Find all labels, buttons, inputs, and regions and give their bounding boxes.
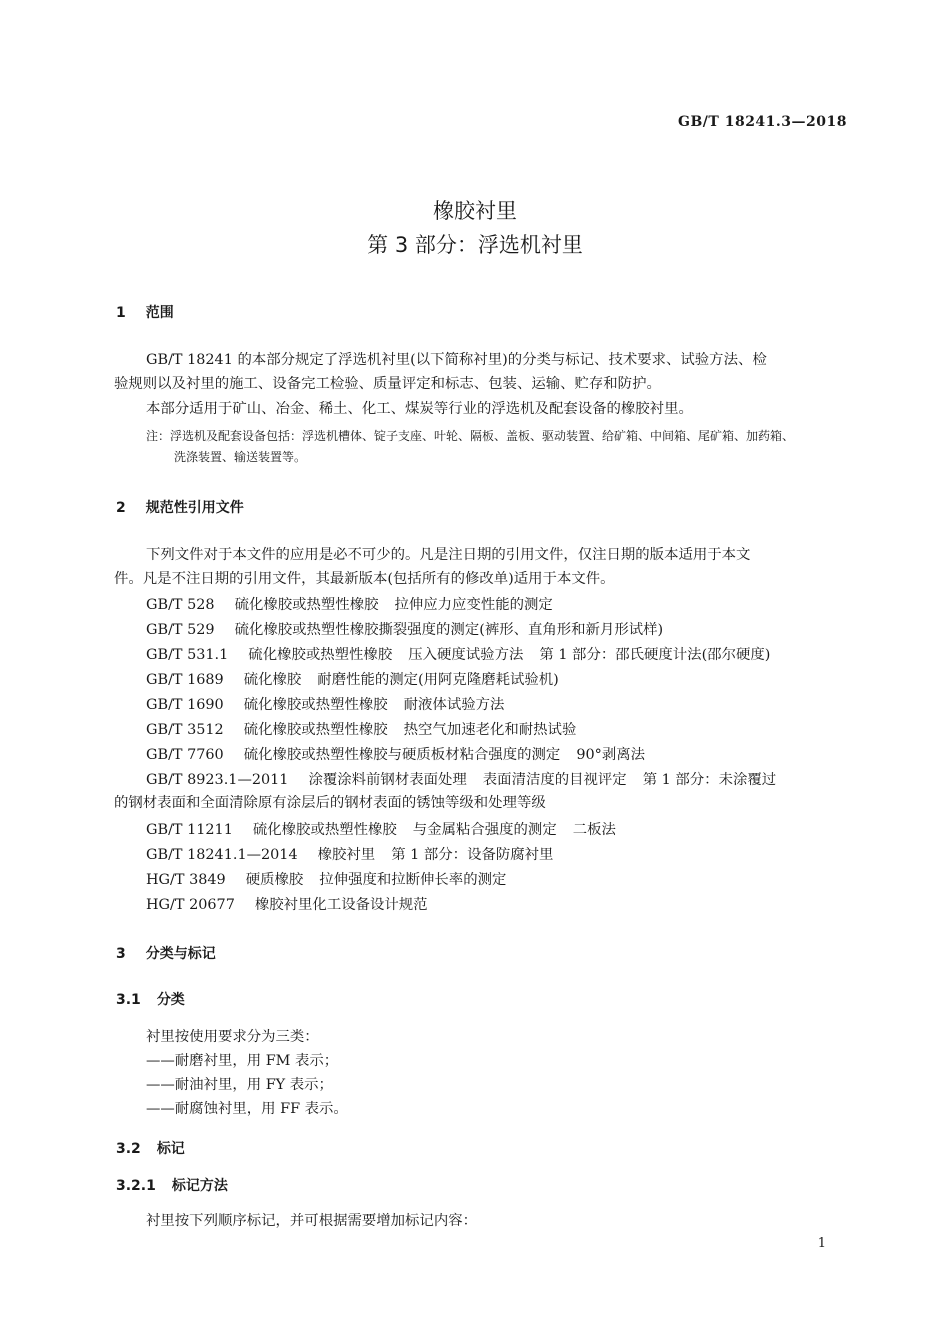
page-number: 1 bbox=[817, 1236, 826, 1251]
section-1-heading bbox=[116, 302, 174, 322]
standard-code: GB/T 18241.3—2018 bbox=[678, 114, 847, 130]
reference-code: GB/T 529 bbox=[146, 622, 215, 638]
reference-title: 热空气加速老化和耐热试验 bbox=[403, 722, 577, 738]
section-number: 3.2.1 bbox=[116, 1178, 156, 1194]
paragraph: GB/T 18241 的本部分规定了浮选机衬里(以下简称衬里)的分类与标记、技术要求、试验方法、检 bbox=[146, 352, 767, 368]
reference-code: GB/T 18241.1—2014 bbox=[146, 847, 298, 863]
reference-code: GB/T 11211 bbox=[146, 822, 233, 838]
reference-title: 压入硬度试验方法 bbox=[408, 647, 524, 663]
subsection-3-2-1-heading bbox=[116, 1175, 228, 1195]
reference-item bbox=[146, 593, 553, 614]
reference-code: GB/T 1689 bbox=[146, 672, 224, 688]
reference-title: 硫化橡胶或热塑性橡胶撕裂强度的测定(裤形、直角形和新月形试样) bbox=[234, 622, 664, 638]
section-title: 标记方法 bbox=[171, 1178, 228, 1194]
paragraph: 衬里按使用要求分为三类： bbox=[146, 1029, 319, 1045]
section-title: 分类 bbox=[156, 992, 185, 1008]
paragraph: 验规则以及衬里的施工、设备完工检验、质量评定和标志、包装、运输、贮存和防护。 bbox=[114, 376, 661, 392]
reference-title: 硫化橡胶或热塑性橡胶 bbox=[234, 597, 379, 613]
reference-title: 硫化橡胶或热塑性橡胶与硬质板材粘合强度的测定 bbox=[243, 747, 561, 763]
reference-code: GB/T 7760 bbox=[146, 747, 224, 763]
reference-code: HG/T 3849 bbox=[146, 872, 226, 888]
reference-title: 二板法 bbox=[572, 822, 616, 838]
paragraph: 本部分适用于矿山、冶金、稀土、化工、煤炭等行业的浮选机及配套设备的橡胶衬里。 bbox=[146, 401, 693, 417]
reference-item bbox=[146, 868, 506, 889]
reference-title: 第 1 部分：设备防腐衬里 bbox=[391, 847, 554, 863]
list-item: ——耐腐蚀衬里，用 FF 表示。 bbox=[146, 1101, 348, 1117]
reference-title: 硫化橡胶或热塑性橡胶 bbox=[243, 697, 388, 713]
reference-title: 拉伸强度和拉断伸长率的测定 bbox=[319, 872, 507, 888]
reference-item bbox=[146, 618, 663, 639]
subsection-3-2-heading bbox=[116, 1138, 185, 1158]
subsection-3-1-heading bbox=[116, 989, 185, 1009]
reference-title: 硫化橡胶或热塑性橡胶 bbox=[243, 722, 388, 738]
list-item: ——耐磨衬里，用 FM 表示； bbox=[146, 1053, 339, 1069]
reference-title: 橡胶衬里 bbox=[317, 847, 376, 863]
reference-title: 90°剥离法 bbox=[576, 747, 646, 763]
reference-title: 第 1 部分：邵氏硬度计法(邵尔硬度) bbox=[539, 647, 771, 663]
reference-title: 硫化橡胶 bbox=[243, 672, 302, 688]
reference-code: GB/T 1690 bbox=[146, 697, 224, 713]
paragraph: 下列文件对于本文件的应用是必不可少的。凡是注日期的引用文件，仅注日期的版本适用于本文 bbox=[146, 547, 751, 563]
reference-continuation: 的钢材表面和全面清除原有涂层后的钢材表面的锈蚀等级和处理等级 bbox=[114, 795, 546, 811]
document-title: 橡胶衬里 bbox=[433, 199, 517, 223]
document-subtitle: 第 3 部分：浮选机衬里 bbox=[367, 233, 583, 257]
reference-code: GB/T 531.1 bbox=[146, 647, 229, 663]
list-item: ——耐油衬里，用 FY 表示； bbox=[146, 1077, 333, 1093]
reference-item bbox=[146, 718, 576, 739]
reference-code: HG/T 20677 bbox=[146, 897, 235, 913]
paragraph: 衬里按下列顺序标记，并可根据需要增加标记内容： bbox=[146, 1213, 477, 1229]
section-number: 3.1 bbox=[116, 992, 141, 1008]
note: 洗涤装置、输送装置等。 bbox=[174, 450, 307, 464]
section-title: 规范性引用文件 bbox=[145, 500, 244, 516]
note: 注：浮选机及配套设备包括：浮选机槽体、锭子支座、叶轮、隔板、盖板、驱动装置、给矿箱、中间箱、尾矿箱、加药箱、 bbox=[146, 429, 795, 443]
section-2-heading bbox=[116, 497, 244, 517]
section-title: 标记 bbox=[156, 1141, 185, 1157]
reference-title: 硬质橡胶 bbox=[245, 872, 304, 888]
reference-title: 耐液体试验方法 bbox=[403, 697, 505, 713]
reference-code: GB/T 3512 bbox=[146, 722, 224, 738]
reference-item bbox=[146, 668, 559, 689]
reference-item bbox=[146, 893, 428, 914]
reference-title: 耐磨性能的测定(用阿克隆磨耗试验机) bbox=[317, 672, 559, 688]
reference-item bbox=[146, 768, 776, 789]
reference-code: GB/T 528 bbox=[146, 597, 215, 613]
reference-item bbox=[146, 743, 645, 764]
paragraph: 件。凡是不注日期的引用文件，其最新版本(包括所有的修改单)适用于本文件。 bbox=[114, 571, 615, 587]
section-number: 2 bbox=[116, 500, 126, 516]
section-title: 分类与标记 bbox=[145, 946, 216, 962]
reference-title: 拉伸应力应变性能的测定 bbox=[394, 597, 553, 613]
section-number: 1 bbox=[116, 305, 126, 321]
reference-title: 与金属粘合强度的测定 bbox=[412, 822, 557, 838]
reference-item bbox=[146, 693, 504, 714]
reference-title: 硫化橡胶或热塑性橡胶 bbox=[248, 647, 393, 663]
reference-title: 橡胶衬里化工设备设计规范 bbox=[254, 897, 428, 913]
reference-title: 第 1 部分：未涂覆过 bbox=[642, 772, 777, 788]
section-number: 3.2 bbox=[116, 1141, 141, 1157]
reference-code: GB/T 8923.1—2011 bbox=[146, 772, 289, 788]
section-number: 3 bbox=[116, 946, 126, 962]
section-3-heading bbox=[116, 943, 216, 963]
section-title: 范围 bbox=[145, 305, 174, 321]
reference-title: 涂覆涂料前钢材表面处理 bbox=[308, 772, 467, 788]
reference-item bbox=[146, 843, 553, 864]
reference-item bbox=[146, 818, 616, 839]
reference-title: 硫化橡胶或热塑性橡胶 bbox=[252, 822, 397, 838]
reference-item bbox=[146, 643, 770, 664]
reference-title: 表面清洁度的目视评定 bbox=[482, 772, 627, 788]
